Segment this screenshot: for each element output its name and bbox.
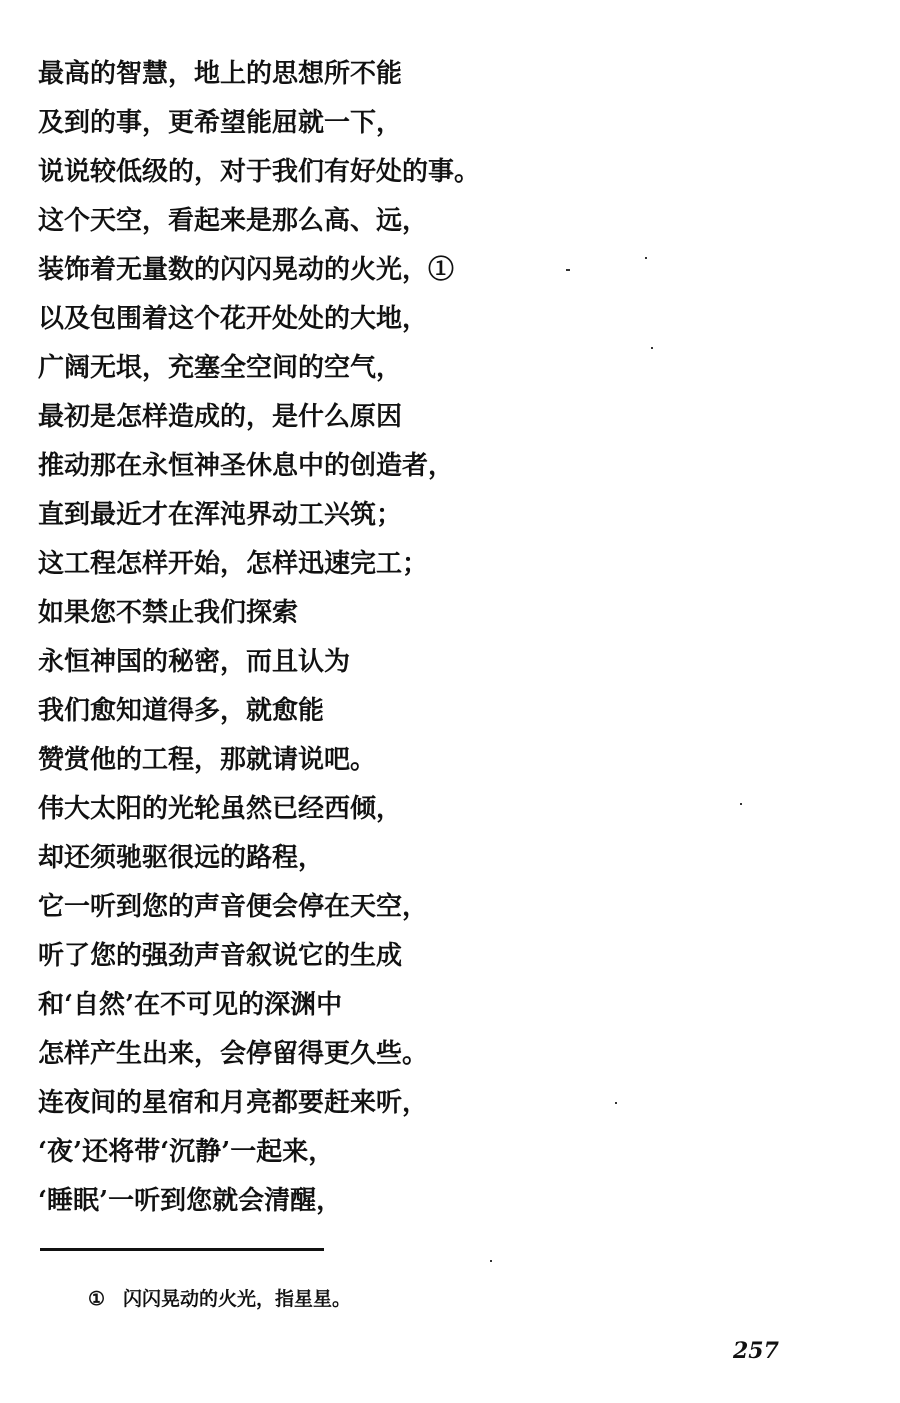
- poem-line: 及到的事，更希望能屈就一下，: [38, 108, 403, 138]
- poem-line: 怎样产生出来，会停留得更久些。: [38, 1039, 429, 1069]
- poem-line: 最初是怎样造成的，是什么原因: [38, 402, 403, 432]
- scan-speck: [566, 269, 570, 271]
- footnote-text: 闪闪晃动的火光，指星星。: [123, 1288, 352, 1310]
- poem-line: ‘睡眠’一听到您就会清醒，: [38, 1186, 343, 1216]
- poem-line: 伟大太阳的光轮虽然已经西倾，: [38, 794, 403, 824]
- poem-line: 说说较低级的，对于我们有好处的事。: [38, 157, 481, 187]
- scan-speck: [490, 1260, 492, 1262]
- poem-line: 连夜间的星宿和月亮都要赶来听，: [38, 1088, 429, 1118]
- scan-speck: [651, 347, 653, 349]
- poem-line: 却还须驰驱很远的路程，: [38, 843, 325, 873]
- poem-line: 我们愈知道得多，就愈能: [38, 696, 325, 726]
- poem-line: 它一听到您的声音便会停在天空，: [38, 892, 429, 922]
- poem-line: 赞赏他的工程，那就请说吧。: [38, 745, 377, 775]
- scan-speck: [615, 1102, 617, 1104]
- footnote-marker: ①: [88, 1288, 106, 1310]
- poem-line: 这工程怎样开始，怎样迅速完工；: [38, 549, 429, 579]
- page-number: 257: [733, 1338, 779, 1364]
- poem-line: 推动那在永恒神圣休息中的创造者，: [38, 451, 455, 481]
- poem-line: 直到最近才在浑沌界动工兴筑；: [38, 500, 403, 530]
- poem-line: 这个天空，看起来是那么高、远，: [38, 206, 429, 236]
- footnote: [88, 1284, 351, 1311]
- poem-line: ‘夜’还将带‘沉静’一起来，: [38, 1137, 335, 1167]
- scan-speck: [740, 803, 742, 805]
- poem-line: 装饰着无量数的闪闪晃动的火光，①: [38, 255, 455, 285]
- poem-line: 广阔无垠，充塞全空间的空气，: [38, 353, 403, 383]
- poem-line: 永恒神国的秘密，而且认为: [38, 647, 351, 677]
- poem-line: 以及包围着这个花开处处的大地，: [38, 304, 429, 334]
- footnote-divider: [40, 1248, 324, 1251]
- poem-line: 如果您不禁止我们探索: [38, 598, 299, 628]
- scan-speck: [645, 257, 647, 259]
- poem-text: [38, 50, 578, 1226]
- poem-line: 听了您的强劲声音叙说它的生成: [38, 941, 403, 971]
- poem-line: 和‘自然’在不可见的深渊中: [38, 990, 343, 1020]
- poem-line: 最高的智慧，地上的思想所不能: [38, 59, 403, 89]
